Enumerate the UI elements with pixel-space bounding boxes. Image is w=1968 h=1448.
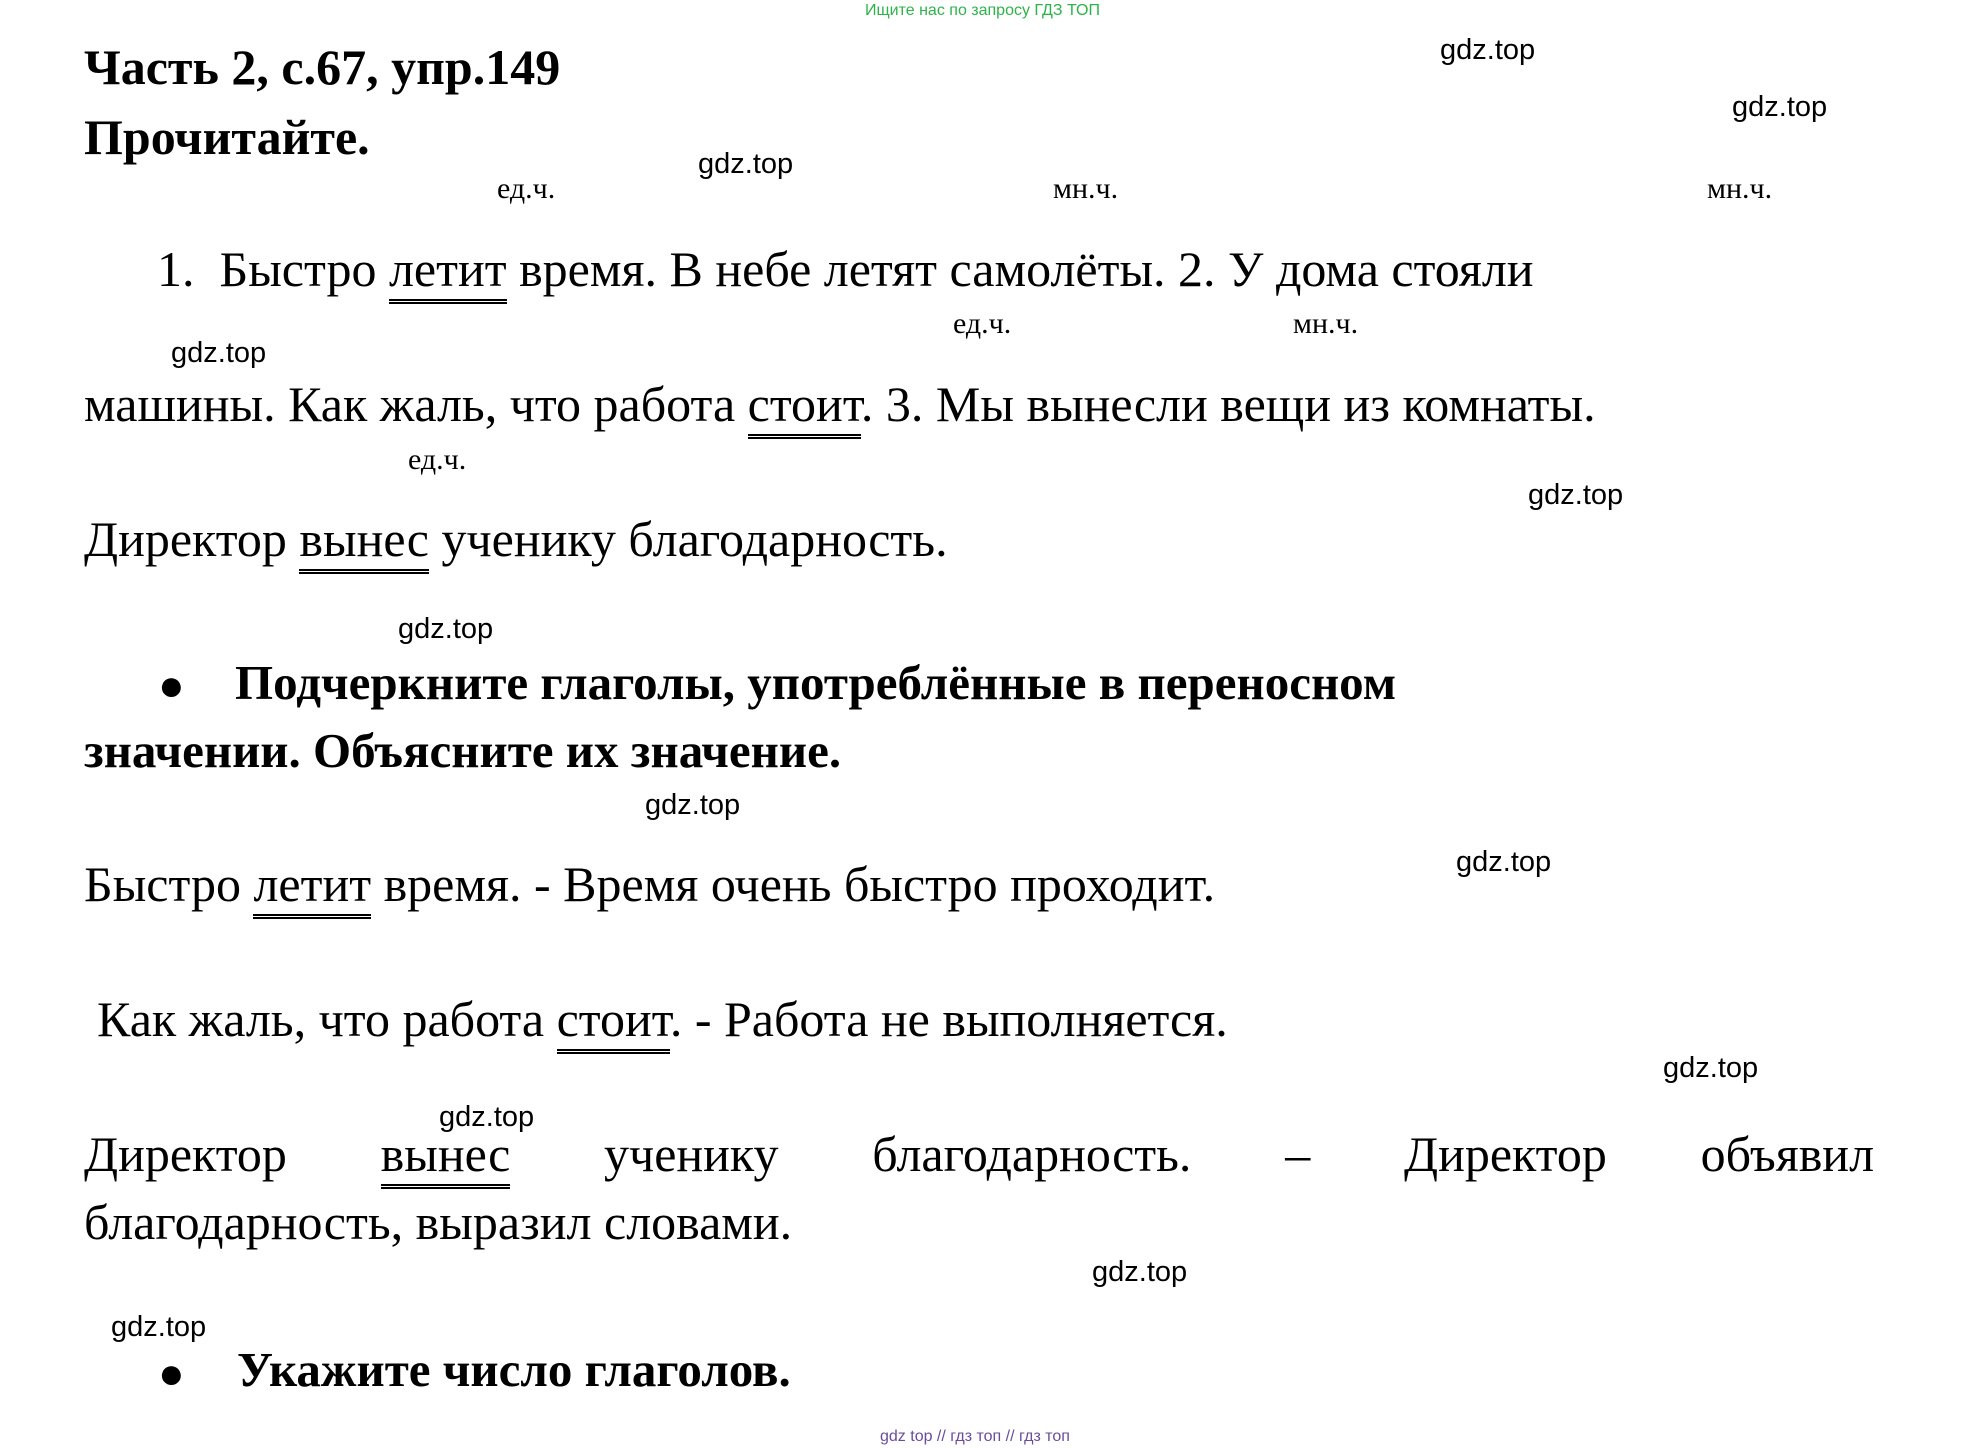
text: . 3. Мы вынесли вещи из комнаты.	[860, 376, 1596, 432]
sentence-number: 1.	[157, 241, 195, 297]
underlined-verb: летит	[389, 241, 507, 304]
watermark: gdz.top	[171, 337, 267, 369]
watermark: gdz.top	[1663, 1052, 1759, 1084]
watermark: gdz.top	[1732, 91, 1828, 123]
text: –	[1285, 1126, 1311, 1182]
number-label-singular: ед.ч.	[408, 443, 467, 476]
task-2: Укажите число глаголов.	[237, 1342, 791, 1397]
task-1-line-1: Подчеркните глаголы, употреблённые в переносном	[235, 655, 1397, 710]
answer-3-line-1	[84, 1125, 1874, 1183]
text: время. В небе летят самолёты. 2. У дома стояли	[519, 241, 1534, 297]
exercise-line-3	[84, 510, 948, 568]
number-label-singular: ед.ч.	[953, 307, 1012, 340]
number-label-plural: мн.ч.	[1293, 307, 1359, 340]
underlined-verb: вынес	[381, 1126, 511, 1189]
text: благодарность.	[872, 1126, 1192, 1182]
underlined-verb: вынес	[299, 511, 429, 574]
underlined-verb: стоит	[748, 376, 861, 439]
number-label-singular: ед.ч.	[497, 172, 556, 205]
watermark: gdz.top	[439, 1101, 535, 1133]
watermark: gdz.top	[698, 148, 794, 180]
watermark: gdz.top	[1528, 479, 1624, 511]
task-1-line-2: значении. Объясните их значение.	[84, 723, 842, 778]
underlined-verb: летит	[253, 856, 371, 919]
page-subtitle: Прочитайте.	[84, 109, 370, 165]
text: время. - Время очень быстро проходит.	[383, 856, 1216, 912]
text: . - Работа не выполняется.	[669, 991, 1228, 1047]
answer-3-line-2: благодарность, выразил словами.	[84, 1194, 793, 1250]
text: Директор	[1403, 1126, 1607, 1182]
text: машины. Как жаль, что работа	[84, 376, 736, 432]
answer-1	[84, 855, 1215, 913]
exercise-line-1	[157, 240, 1534, 298]
text: Как жаль, что работа	[97, 991, 545, 1047]
text: Быстро	[84, 856, 241, 912]
text: Директор	[84, 511, 287, 567]
watermark: gdz.top	[398, 613, 494, 645]
watermark: gdz.top	[1092, 1256, 1188, 1288]
bullet: ●	[158, 661, 185, 710]
watermark: gdz.top	[111, 1311, 207, 1343]
answer-2	[97, 990, 1228, 1048]
page-title: Часть 2, с.67, упр.149	[84, 39, 561, 95]
bullet: ●	[158, 1349, 185, 1398]
underlined-verb: стоит	[557, 991, 670, 1054]
text: ученику благодарность.	[441, 511, 948, 567]
text: объявил	[1700, 1126, 1875, 1182]
text: ученику	[604, 1126, 779, 1182]
exercise-line-2	[84, 375, 1596, 433]
number-label-plural: мн.ч.	[1053, 172, 1119, 205]
watermark: gdz.top	[645, 789, 741, 821]
top-banner: Ищите нас по запросу ГДЗ ТОП	[865, 2, 1100, 19]
watermark: gdz.top	[1440, 34, 1536, 66]
number-label-plural: мн.ч.	[1707, 172, 1773, 205]
bottom-banner: gdz top // гдз топ // гдз топ	[880, 1428, 1070, 1445]
text: Быстро	[219, 241, 377, 297]
text: Директор	[84, 1126, 287, 1182]
watermark: gdz.top	[1456, 846, 1552, 878]
